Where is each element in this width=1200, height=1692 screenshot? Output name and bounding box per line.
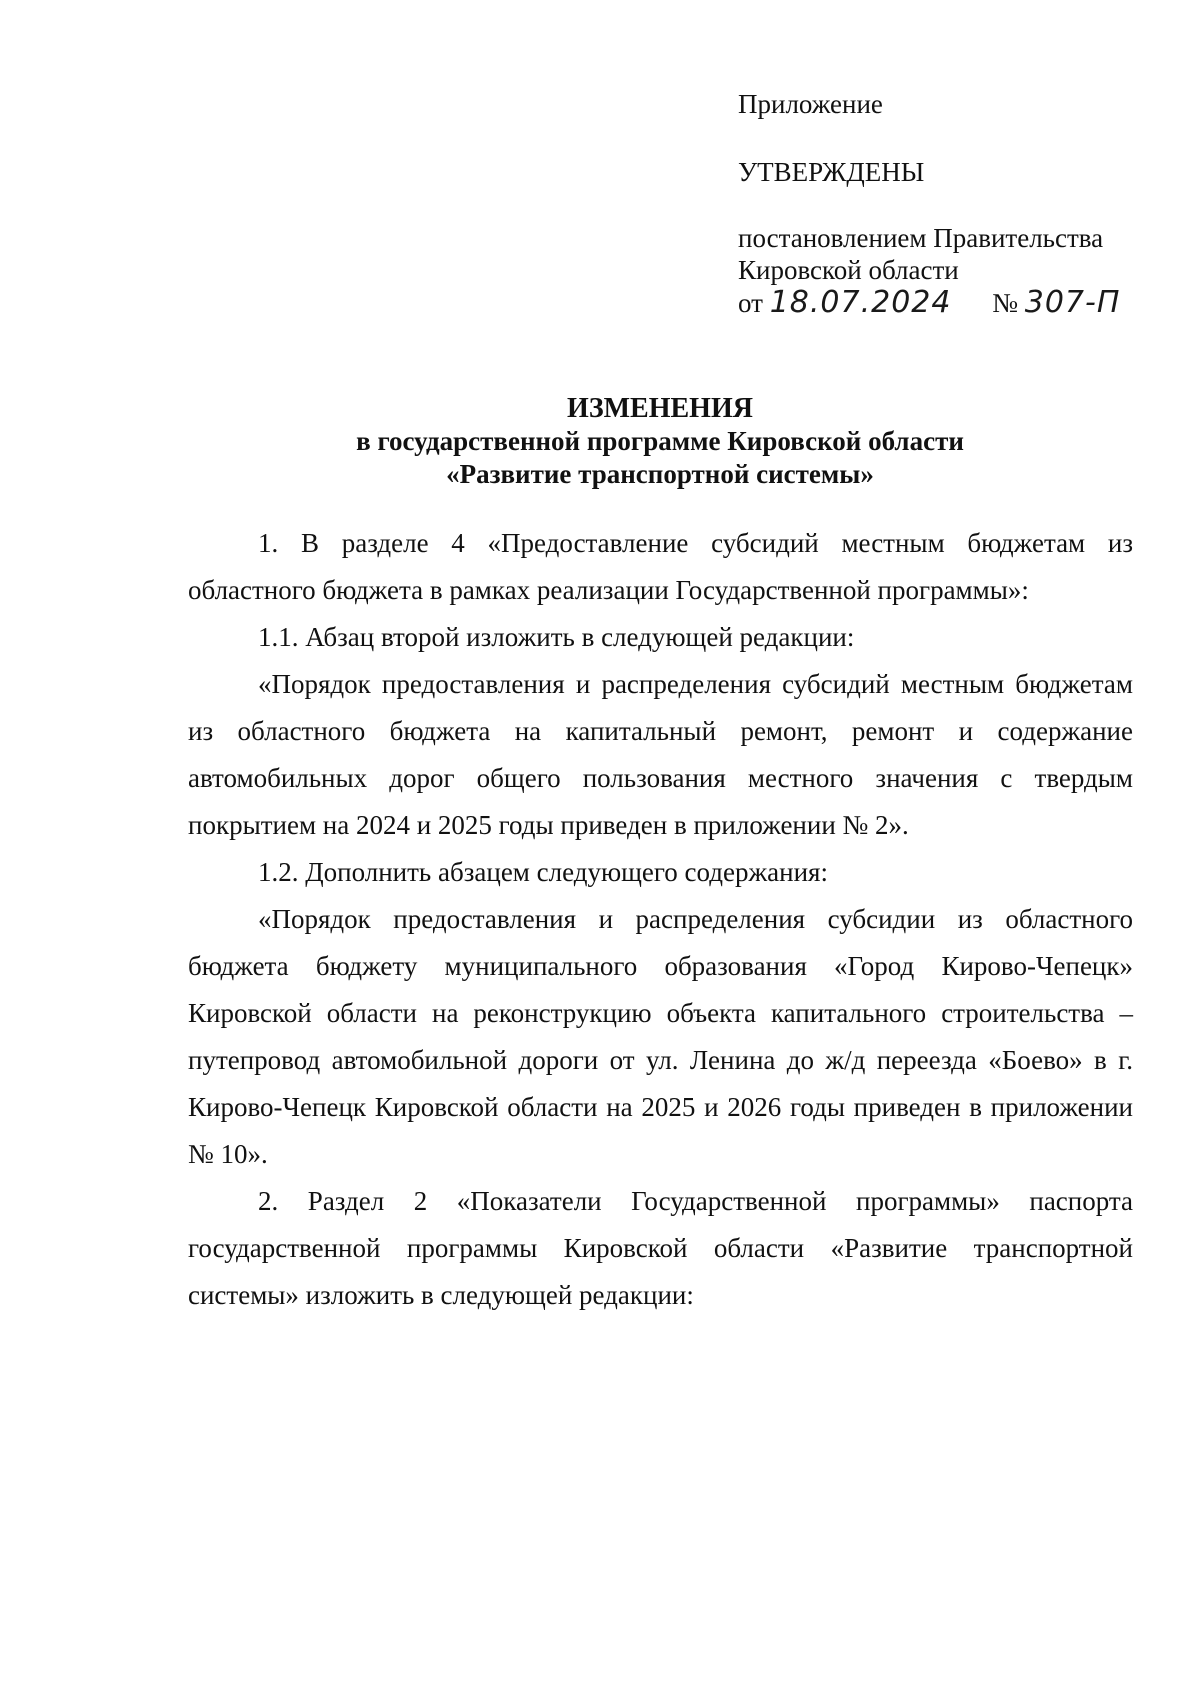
heading-title: ИЗМЕНЕНИЯ [567, 393, 753, 424]
paragraph-1-1: 1.1. Абзац второй изложить в следующей редакции: [258, 622, 855, 652]
paragraph-2: 2. Раздел 2 «Показатели Государственной программы» паспорта государственной программы Кировской области «Развитие транспортной системы» изложить в следующей редакции: [188, 1186, 1133, 1310]
handwritten-number: 307-П [1024, 285, 1121, 320]
document-body [188, 520, 1133, 1319]
paragraph-1-2: 1.2. Дополнить абзацем следующего содержания: [258, 857, 828, 887]
approved-label: УТВЕРЖДЕНЫ [738, 157, 925, 187]
paragraph-1: 1. В разделе 4 «Предоставление субсидий местным бюджетам из областного бюджета в рамках реализации Государственной программы»: [188, 528, 1133, 605]
paragraph-quote-1: «Порядок предоставления и распределения субсидий местным бюджетам из областного бюджета на капитальный ремонт, ремонт и содержание автомобильных дорог общего пользования местного значения с твердым покрытием на 2024 и 2025 годы приведен в приложении № 2». [188, 669, 1133, 840]
date-number-line [738, 286, 1120, 320]
heading-subtitle: в государственной программе Кировской области [356, 426, 964, 456]
date-prefix: от [738, 288, 763, 318]
number-sign: № [992, 288, 1018, 318]
handwritten-date: 18.07.2024 [769, 285, 952, 320]
region-line: Кировской области [738, 255, 959, 285]
paragraph-quote-2: «Порядок предоставления и распределения субсидии из областного бюджета бюджету муниципального образования «Город Кирово-Чепецк» Кировской области на реконструкцию объекта капитального строительства – путепровод автомобильной дороги от ул. Ленина до ж/д переезда «Боево» в г. Кирово-Чепецк Кировской области на 2025 и 2026 годы приведен в приложении № 10». [188, 904, 1133, 1169]
heading-program-name: «Развитие транспортной системы» [446, 459, 874, 489]
approved-by-line: постановлением Правительства [738, 223, 1104, 253]
appendix-label: Приложение [738, 89, 883, 119]
document-heading [0, 392, 1200, 491]
